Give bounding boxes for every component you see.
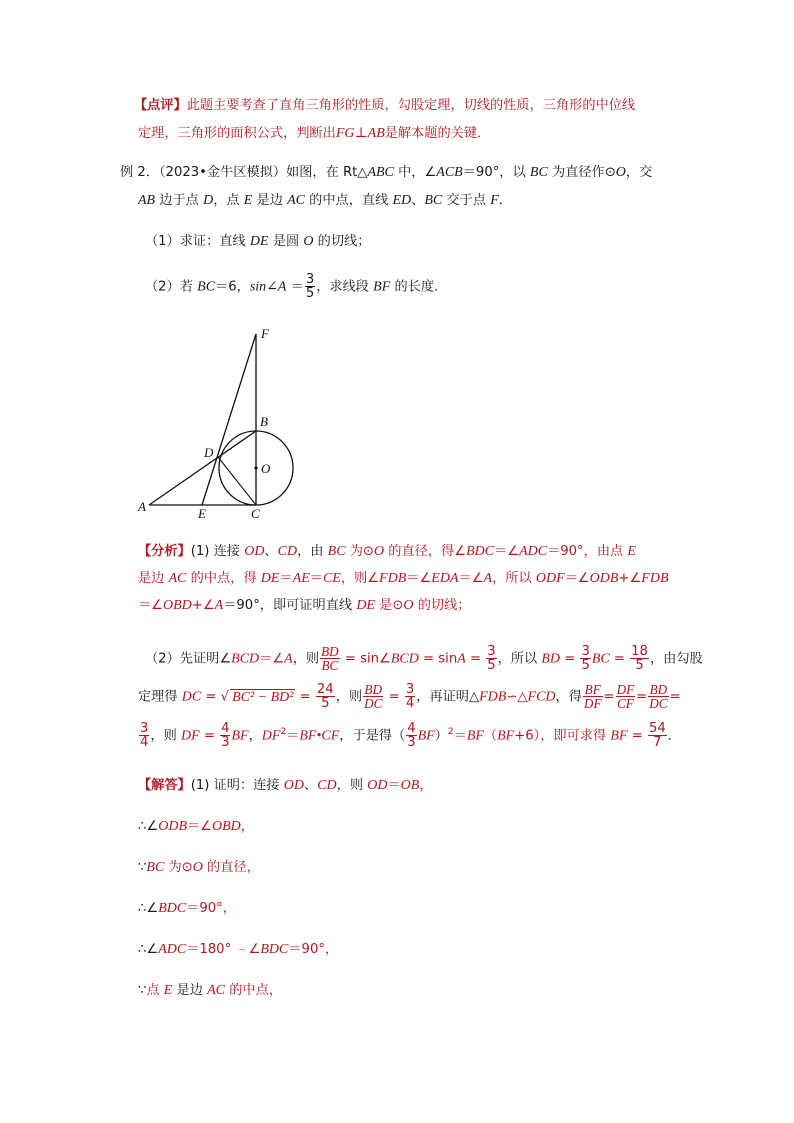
example-math: ACB [436, 165, 463, 180]
example-number: 例 2． [120, 165, 159, 180]
text-seg: 交于点 [442, 193, 491, 208]
p2-math: BF [610, 728, 628, 744]
math-var: ODB [158, 819, 187, 834]
text-seg: ，则∠ [340, 571, 380, 586]
text-seg: 、 [411, 193, 425, 208]
frac-num: 3 [487, 644, 496, 659]
line-ef [202, 334, 256, 505]
text-seg: ＝ [309, 571, 323, 586]
frac-num: 4 [221, 721, 230, 736]
frac-den: 5 [635, 658, 644, 673]
p2-math: BC [591, 651, 610, 667]
p2-math: BF [231, 728, 249, 744]
q2-text: ＝ [286, 279, 304, 295]
frac-24-5 [316, 683, 335, 710]
math-var: BDC [158, 901, 187, 916]
frac-den: 3 [221, 735, 230, 750]
frac-num: BF [584, 682, 601, 697]
label-d: D [204, 445, 214, 460]
answer-tag: 【解答】 [138, 778, 191, 793]
frac-3-5 [486, 645, 496, 672]
label-e: E [198, 506, 206, 521]
p2-math: BF•CF [299, 728, 340, 744]
p2-text: ，再证明△ [416, 689, 480, 705]
comment-line-1 [134, 96, 635, 116]
analysis-p2-line-1 [145, 645, 703, 672]
analysis-tag: 【分析】 [138, 544, 191, 559]
frac-3-5b [580, 645, 590, 672]
frac-num: 18 [631, 644, 648, 659]
math-var: ED [392, 193, 412, 208]
text-seg: ＝∠ [138, 598, 164, 613]
frac-den: 3 [407, 735, 416, 750]
p2-text: = [560, 651, 580, 667]
p2-math: BF [466, 728, 484, 744]
math-var: O [373, 544, 385, 559]
p2-text: ，由勾股 [649, 651, 703, 667]
text-seg: ＝180° ﹣∠ [186, 942, 261, 957]
math-var: OD [244, 544, 265, 559]
math-var: OB [400, 778, 420, 793]
p2-text: ，则 [150, 728, 181, 744]
q2-frac-den: 5 [305, 286, 315, 301]
math-var: O [303, 234, 314, 249]
frac-den: DC [649, 696, 668, 711]
p2-text: = [295, 689, 315, 705]
p2-text: （ [483, 728, 498, 744]
math-var: DE [356, 598, 375, 613]
p2-text: = [627, 728, 647, 744]
frac-bd-dc-2 [648, 683, 668, 710]
math-var: E [163, 983, 173, 998]
example-text: ＝90°，以 [462, 165, 530, 180]
answer-line-1 [138, 776, 433, 796]
math-var: AE [292, 571, 310, 586]
math-var: OD [283, 778, 304, 793]
label-a: A [138, 499, 146, 514]
p2-text: = [201, 689, 221, 705]
p2-math: DC [181, 689, 202, 705]
text-seg: ，点 [213, 193, 244, 208]
math-var: FDB [379, 571, 407, 586]
math-var: AB [138, 193, 156, 208]
text-seg: +∠ [618, 571, 642, 586]
p2-text: ． [667, 728, 681, 744]
math-var: O [192, 860, 203, 875]
p2-text: （2）先证明∠ [145, 651, 232, 667]
p2-text: ，则 [335, 689, 363, 705]
p2-sup: 2 [447, 727, 454, 738]
math-var: F [490, 193, 499, 208]
analysis-p2-line-2: 定理得 DC = √ BC² − BD² = $\frac{24}{5}$ ，则 $\frac{BD}{DC}$ = $\frac{3}{4}$ ，再证明△FDB∽△FCD，得 $\frac{BF}{DF}$ = $\frac{DF}{CF}$ = $\frac{BD}{DC}$ = [138, 682, 681, 711]
p2-text: ＝ [286, 728, 300, 744]
example-line-1 [120, 163, 652, 183]
text-seg: 的直径， [202, 860, 260, 875]
comment-text-1: 此题主要考查了直角三角形的性质，勾股定理，切线的性质，三角形的中位线 [186, 98, 636, 113]
text-seg: 是圆 [268, 234, 304, 249]
frac-bf-df [583, 683, 603, 710]
p2-text: ） [434, 728, 448, 744]
text-seg: ∴∠ [138, 901, 159, 916]
p2-text: ，则 [292, 651, 320, 667]
line-dc [218, 457, 256, 505]
p2-text: ，于是得（ [339, 728, 406, 744]
comment-tag: 【点评】 [134, 98, 187, 113]
p2-sup: 2 [280, 727, 287, 738]
math-var: CD [277, 544, 298, 559]
p2-text: = [384, 689, 404, 705]
p2-text: ∽△ [506, 689, 528, 705]
text-seg: (1) 连接 [190, 544, 245, 559]
sqrt-expr: BC² − BD² [232, 689, 294, 705]
frac-num: 3 [405, 682, 415, 697]
text-seg: 、 [264, 544, 278, 559]
math-var: ODB [589, 571, 619, 586]
math-var: A [483, 571, 493, 586]
math-var: BC [424, 193, 443, 208]
example-text: 如图，在 Rt△ [286, 165, 368, 180]
q2-text: ＝6， [215, 279, 250, 295]
p2-text: ， [248, 728, 262, 744]
answer-text-1 [191, 778, 433, 793]
label-f: F [261, 326, 269, 341]
math-var: A [214, 598, 224, 613]
math-var: O [403, 598, 414, 613]
frac-num: 24 [316, 682, 334, 697]
p2-math: FCD [527, 689, 556, 705]
math-var: OD [367, 778, 388, 793]
math-var: DE [249, 234, 269, 249]
frac-num: 4 [407, 721, 416, 736]
text-seg: ＝∠ [406, 571, 432, 586]
text-seg: 是边 [252, 193, 288, 208]
p2-text: +6），即可求得 [514, 728, 611, 744]
frac-bd-dc [363, 683, 383, 710]
text-seg: ∵ [138, 983, 147, 998]
frac-54-7 [648, 722, 667, 749]
comment-text-2c: 是解本题的关键． [384, 126, 491, 141]
answer-line-2 [138, 817, 254, 837]
example-line-2 [138, 191, 512, 211]
text-seg: ，所以 [492, 571, 536, 586]
answer-line-6 [138, 981, 282, 1001]
text-seg: 是边 [138, 571, 169, 586]
frac-den: 4 [140, 735, 149, 750]
text-seg: 的中点， [225, 983, 282, 998]
p2-text: ，得 [555, 689, 582, 705]
text-seg: 为⊙ [345, 544, 374, 559]
text-seg: ，由 [297, 544, 328, 559]
analysis-text-1 [191, 544, 636, 559]
p2-text: 定理得 [138, 689, 182, 705]
p2-text: = [199, 728, 220, 744]
frac-den: 5 [581, 658, 590, 673]
text-seg: 的中点，直线 [304, 193, 393, 208]
math-var: BC [146, 860, 165, 875]
math-var: ODF [535, 571, 565, 586]
math-var: AC [207, 983, 225, 998]
text-seg: （1）求证：直线 [145, 234, 250, 249]
text-seg: ＝90°， [186, 901, 236, 916]
math-var: FDB [641, 571, 669, 586]
text-seg: 、 [304, 778, 318, 793]
math-var: OBD [163, 598, 192, 613]
comment-text-2a: 定理，三角形的面积公式，判断出 [138, 126, 336, 141]
frac-num: BD [649, 682, 668, 697]
text-seg: 是⊙ [374, 598, 404, 613]
math-var: AC [287, 193, 305, 208]
frac-num: 3 [581, 644, 590, 659]
math-var: E [627, 544, 636, 559]
math-var: CD [317, 778, 337, 793]
text-seg: ，则 [336, 778, 368, 793]
question-1 [145, 232, 370, 252]
p2-math: BCD [231, 651, 260, 667]
text-seg: ＝ [387, 778, 401, 793]
answer-line-5 [138, 940, 338, 960]
math-var: AC [168, 571, 187, 586]
q2-text: ，求线段 [316, 279, 374, 295]
frac-num: BD [321, 644, 339, 659]
example-math: O [615, 165, 626, 180]
p2-text: = [609, 651, 630, 667]
example-math: BC [529, 165, 548, 180]
math-var: E [243, 193, 253, 208]
text-seg: ， [240, 819, 254, 834]
text-seg: 的切线； [313, 234, 371, 249]
text-seg: 的直径，得∠ [384, 544, 467, 559]
text-seg: ∴∠ [138, 942, 159, 957]
frac-num: DF [616, 682, 635, 697]
p2-text: ＝∠ [259, 651, 285, 667]
text-seg: 边于点 [155, 193, 204, 208]
q2-text: 的长度． [390, 279, 448, 295]
label-c: C [251, 506, 260, 521]
frac-den: 4 [405, 696, 415, 711]
frac-df-cf [616, 683, 636, 710]
math-var: BC [327, 544, 346, 559]
p2-text: = sin [418, 651, 458, 667]
frac-num: BD [364, 682, 383, 697]
frac-4-3 [220, 722, 230, 749]
math-var: BDC [260, 942, 289, 957]
q2-text: （2）若 [145, 279, 198, 295]
p2-text: ＝ [453, 728, 467, 744]
math-var: OBD [212, 819, 241, 834]
text-seg: (1) 证明：连接 [190, 778, 284, 793]
line-ab [149, 431, 256, 505]
frac-den: DC [364, 696, 383, 711]
q2-math: BC [197, 279, 216, 295]
example-text: 中，∠ [393, 165, 437, 180]
text-seg: ＝90°，即可证明直线 [223, 598, 357, 613]
p2-math: BF [497, 728, 515, 744]
frac-3-4b [139, 722, 149, 749]
p2-math: BD [541, 651, 561, 667]
p2-math: BCD [390, 651, 419, 667]
frac-den: 5 [487, 658, 496, 673]
example-text: 为直径作⊙ [547, 165, 616, 180]
geometry-figure [130, 322, 310, 522]
answer-line-3 [138, 858, 260, 878]
p2-math: A [457, 651, 466, 667]
math-var: ADC [158, 942, 187, 957]
comment-line-2 [138, 124, 490, 144]
analysis-line-2 [138, 569, 669, 589]
text-seg: ∵ [138, 860, 147, 875]
frac-18-5 [630, 645, 649, 672]
example-math: ABC [367, 165, 394, 180]
text-seg: +∠ [191, 598, 215, 613]
example-text: ，交 [625, 165, 653, 180]
comment-fg-ab: FG⊥AB [335, 126, 385, 141]
p2-math: A [284, 651, 293, 667]
answer-line-4 [138, 899, 236, 919]
frac-num: 54 [648, 721, 666, 736]
math-var: CE [322, 571, 341, 586]
text-seg: ＝∠ [458, 571, 484, 586]
text-seg: ＝∠ [494, 544, 520, 559]
math-var: ADC [519, 544, 548, 559]
text-seg: ＝ [279, 571, 293, 586]
point-o [254, 466, 257, 469]
text-seg: 的切线； [413, 598, 471, 613]
p2-math: BF [417, 728, 435, 744]
frac-den: 7 [653, 735, 662, 750]
frac-den: BC [321, 658, 339, 673]
text-seg: ＝∠ [564, 571, 590, 586]
text-seg: 是边 [172, 983, 208, 998]
question-2 [145, 273, 447, 300]
text-seg: ． [498, 193, 512, 208]
analysis-line-1 [138, 542, 636, 562]
analysis-p2-line-3 [138, 722, 681, 749]
math-var: BDC [466, 544, 495, 559]
frac-num: 3 [140, 721, 149, 736]
text-seg: ， [419, 778, 433, 793]
p2-text: = [465, 651, 486, 667]
frac-den: CF [616, 696, 634, 711]
text-seg: ＝90°， [288, 942, 339, 957]
text-seg: ＝90°，由点 [547, 544, 628, 559]
text-seg: ＝∠ [187, 819, 213, 834]
frac-4-3b [406, 722, 416, 749]
p2-text: = sin∠ [340, 651, 391, 667]
math-var: D [203, 193, 214, 208]
q2-math: BF [373, 279, 391, 295]
text-seg: 为⊙ [164, 860, 193, 875]
p2-math: DF [180, 728, 200, 744]
analysis-line-3 [138, 596, 471, 616]
p2-math: DF [261, 728, 281, 744]
label-o: O [261, 461, 271, 476]
q2-fraction [305, 273, 315, 300]
text-seg: 的中点，得 [186, 571, 261, 586]
frac-bd-bc [320, 645, 340, 672]
p2-math: FDB [479, 689, 507, 705]
p2-text: ，所以 [497, 651, 542, 667]
frac-den: 5 [321, 696, 330, 711]
text-seg: ∴∠ [138, 819, 159, 834]
q2-frac-num: 3 [305, 272, 315, 287]
frac-3-4 [405, 683, 415, 710]
math-var: DE [260, 571, 280, 586]
q2-sin: sin∠A [249, 279, 287, 295]
math-var: EDA [431, 571, 459, 586]
label-b: B [260, 414, 268, 429]
text-seg: 点 [146, 983, 164, 998]
frac-den: DF [583, 696, 602, 711]
example-source: （2023•金牛区模拟） [158, 165, 287, 180]
